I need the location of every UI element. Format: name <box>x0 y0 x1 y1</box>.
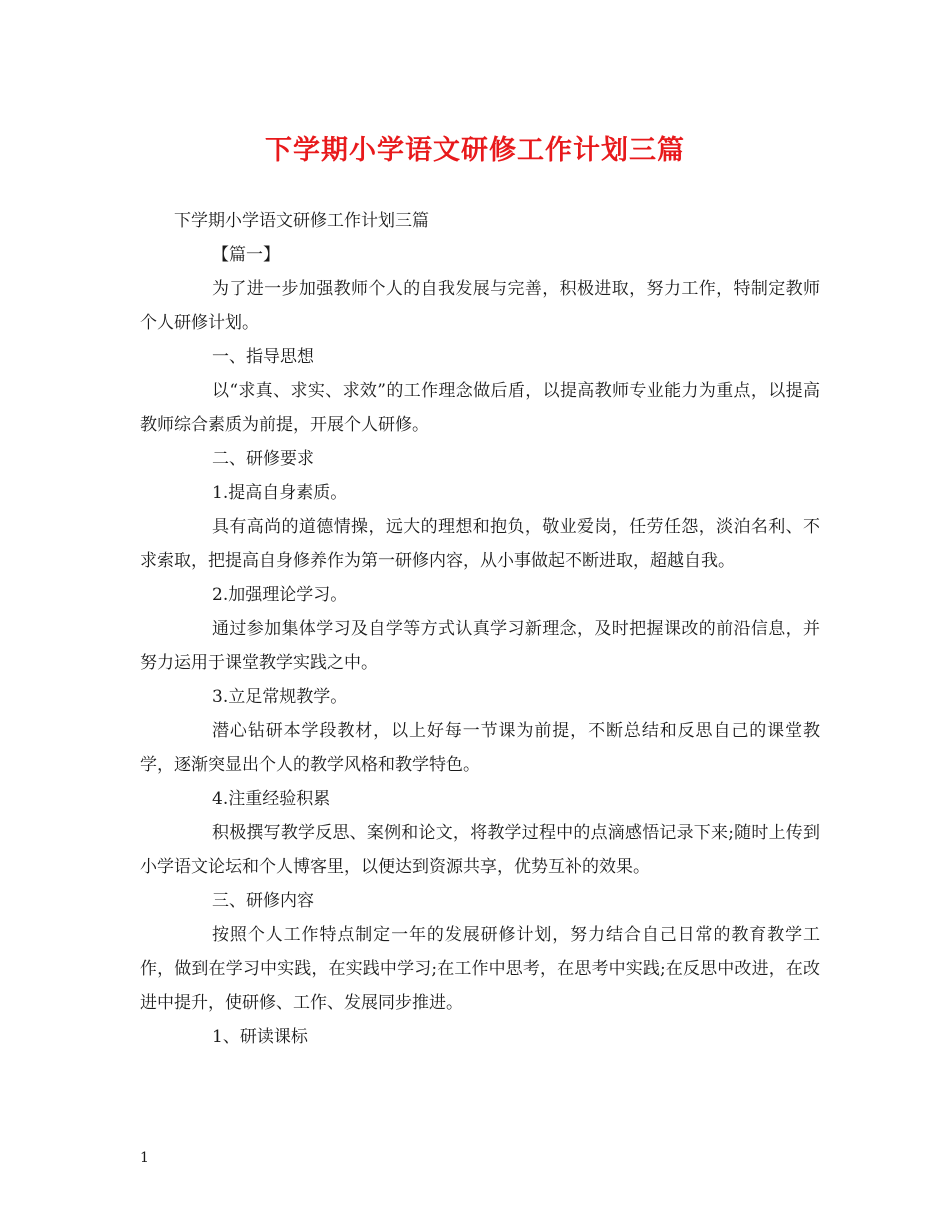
list-item-heading: 4.注重经验积累 <box>212 789 331 809</box>
section-heading: 二、研修要求 <box>212 449 314 469</box>
page-number: 1 <box>140 1150 149 1166</box>
paragraph: 按照个人工作特点制定一年的发展研修计划，努力结合自己日常的教育教学工作，做到在学习中实践，在实践中学习;在工作中思考，在思考中实践;在反思中改进，在改进中提升，使研修、工作、发展同步推进。 <box>140 925 820 1013</box>
document-subtitle: 下学期小学语文研修工作计划三篇 <box>174 211 429 231</box>
section-heading: 一、指导思想 <box>212 347 314 367</box>
paragraph: 积极撰写教学反思、案例和论文，将教学过程中的点滴感悟记录下来;随时上传到小学语文论坛和个人博客里，以便达到资源共享，优势互补的效果。 <box>140 823 820 877</box>
list-item-heading: 3.立足常规教学。 <box>212 687 348 707</box>
paragraph: 具有高尚的道德情操，远大的理想和抱负，敬业爱岗，任劳任怨，淡泊名利、不求索取，把提高自身修养作为第一研修内容，从小事做起不断进取，超越自我。 <box>140 517 820 571</box>
paragraph: 通过参加集体学习及自学等方式认真学习新理念，及时把握课改的前沿信息，并努力运用于课堂教学实践之中。 <box>140 619 820 673</box>
section-marker: 【篇一】 <box>212 245 280 265</box>
paragraph: 潜心钻研本学段教材，以上好每一节课为前提，不断总结和反思自己的课堂教学，逐渐突显出个人的教学风格和教学特色。 <box>140 721 820 775</box>
paragraph: 为了进一步加强教师个人的自我发展与完善，积极进取，努力工作，特制定教师个人研修计划。 <box>140 279 820 333</box>
document-title: 下学期小学语文研修工作计划三篇 <box>265 135 685 166</box>
list-item-heading: 1、研读课标 <box>212 1027 308 1047</box>
list-item-heading: 2.加强理论学习。 <box>212 585 348 605</box>
section-heading: 三、研修内容 <box>212 891 314 911</box>
document-body <box>140 204 820 1054</box>
paragraph: 以“求真、求实、求效”的工作理念做后盾，以提高教师专业能力为重点，以提高教师综合素质为前提，开展个人研修。 <box>140 381 820 435</box>
list-item-heading: 1.提高自身素质。 <box>212 483 348 503</box>
